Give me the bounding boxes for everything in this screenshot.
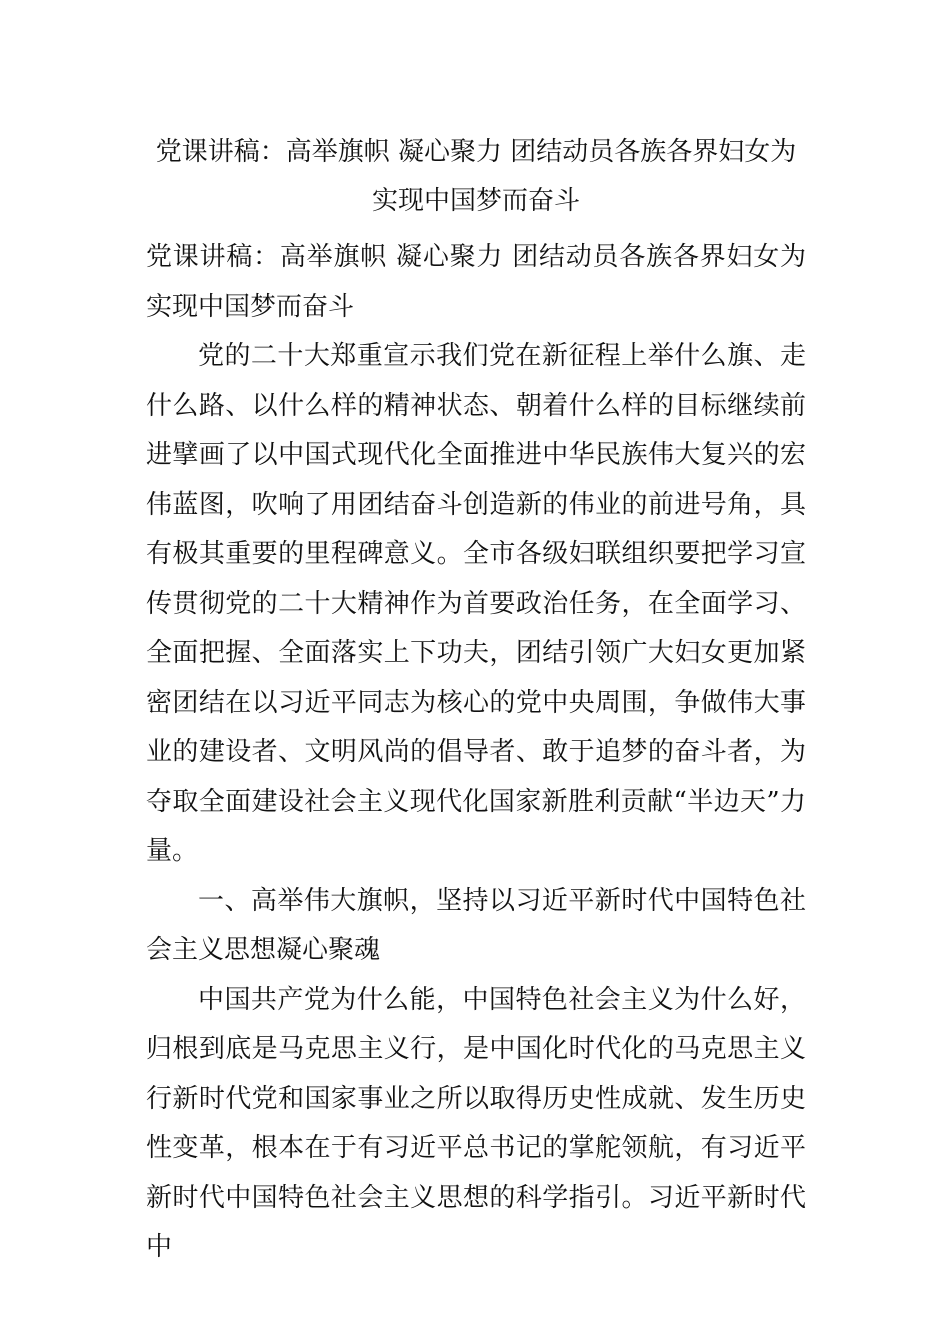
section-heading-1: 一、高举伟大旗帜，坚持以习近平新时代中国特色社会主义思想凝心聚魂	[146, 885, 806, 965]
paragraph-intro: 党的二十大郑重宣示我们党在新征程上举什么旗、走什么路、以什么样的精神状态、朝着什么样的目标继续前进擘画了以中国式现代化全面推进中华民族伟大复兴的宏伟蓝图，吹响了用团结奋斗创造新的伟业的前进号角，具有极其重要的里程碑意义。全市各级妇联组织要把学习宣传贯彻党的二十大精神作为首要政治任务，在全面学习、全面把握、全面落实上下功夫，团结引领广大妇女更加紧密团结在以习近平同志为核心的党中央周围，争做伟大事业的建设者、文明风尚的倡导者、敢于追梦的奋斗者，为夺取全面建设社会主义现代化国家新胜利贡献“半边天”力量。	[146, 341, 806, 866]
document-title-line-1: 党课讲稿：高举旗帜 凝心聚力 团结动员各族各界妇女为	[155, 137, 797, 167]
document-subtitle: 党课讲稿：高举旗帜 凝心聚力 团结动员各族各界妇女为实现中国梦而奋斗	[146, 242, 806, 322]
paragraph-section-1: 中国共产党为什么能，中国特色社会主义为什么好，归根到底是马克思主义行，是中国化时代化的马克思主义行新时代党和国家事业之所以取得历史性成就、发生历史性变革，根本在于有习近平总书记的掌舵领航，有习近平新时代中国特色社会主义思想的科学指引。习近平新时代中	[146, 984, 806, 1262]
document-body	[146, 233, 806, 1273]
document-title-line-2: 实现中国梦而奋斗	[371, 186, 580, 216]
